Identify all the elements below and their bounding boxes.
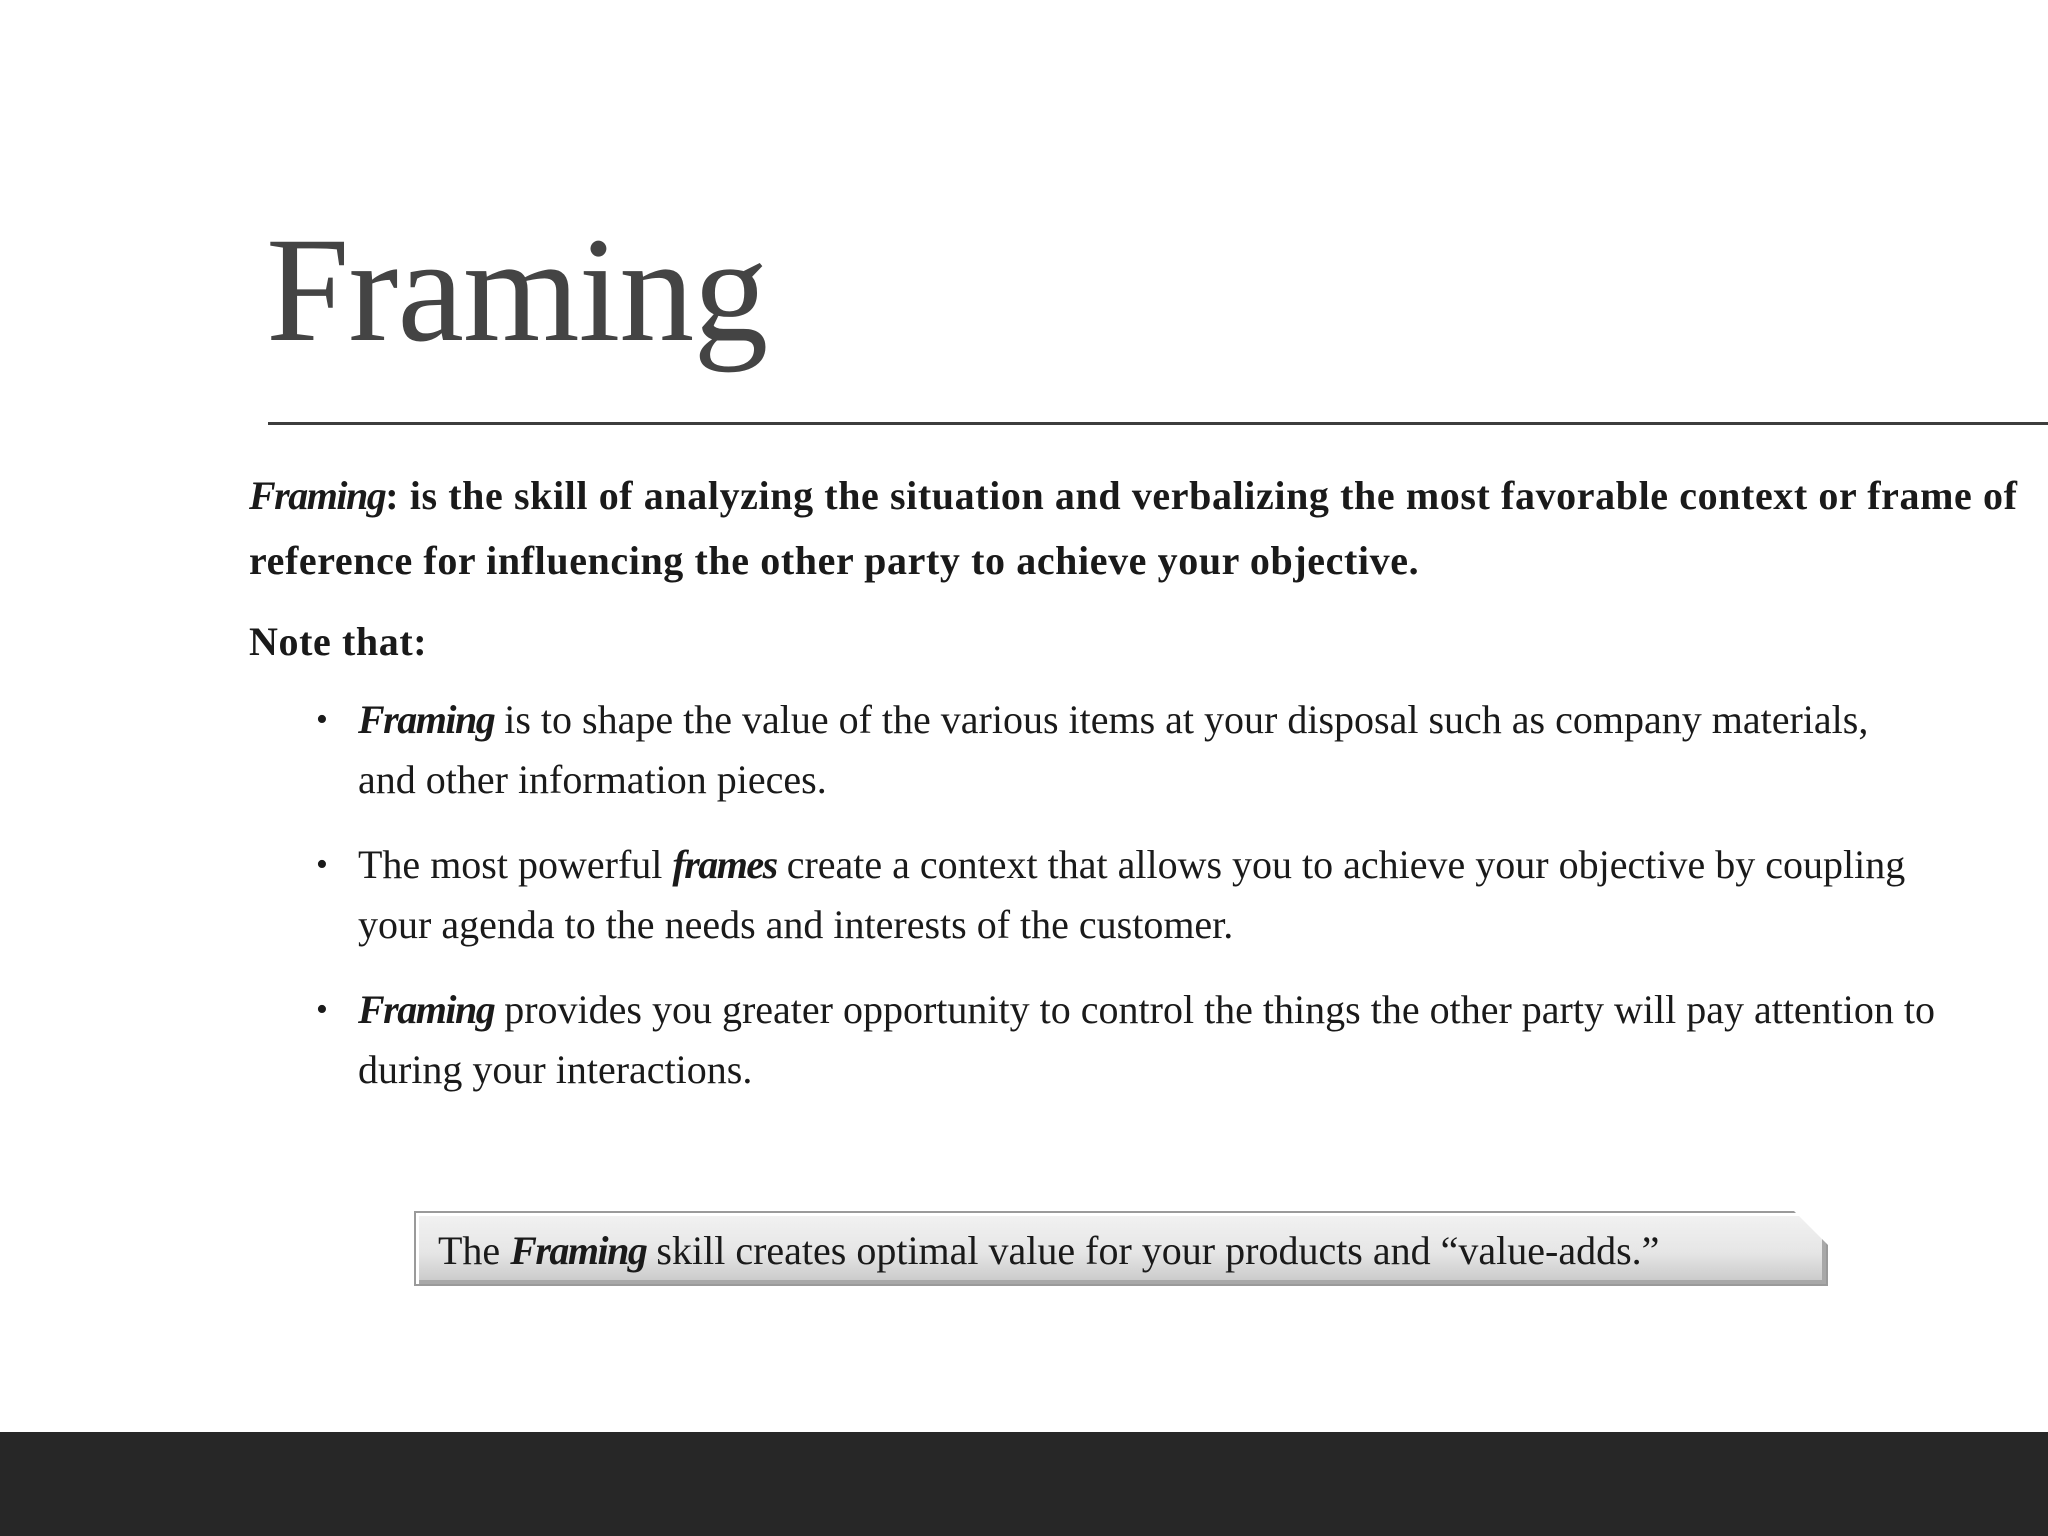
callout-text-post: skill creates optimal value for your products and “value-adds.” [646, 1228, 1660, 1273]
bullet-emphasis: Framing [358, 987, 495, 1032]
title-divider [268, 422, 2048, 425]
bullet-text-post: is to shape the value of the various items at your disposal such as company materials, and other information pieces. [358, 697, 1869, 802]
definition-paragraph [249, 463, 2029, 593]
bullet-item [316, 835, 1936, 955]
callout-text [438, 1213, 1659, 1288]
bullet-marker: • [316, 701, 328, 738]
bullet-text-pre: The most powerful [358, 842, 673, 887]
bullet-item [316, 980, 1936, 1100]
bullet-text-post: create a context that allows you to achieve your objective by coupling your agenda to the needs and interests of the customer. [358, 842, 1906, 947]
callout-text-pre: The [438, 1228, 511, 1273]
note-heading: Note that: [249, 619, 428, 664]
bullet-emphasis: frames [672, 842, 777, 887]
definition-text: : is the skill of analyzing the situation and verbalizing the most favorable context or frame of reference for influencing the other party to achieve your objective. [249, 473, 2018, 583]
bullet-marker: • [316, 846, 328, 883]
bullet-text-post: provides you greater opportunity to control the things the other party will pay attention to during your interactions. [358, 987, 1936, 1092]
callout-box [414, 1211, 1828, 1286]
footer-bar [0, 1432, 2048, 1536]
bullet-emphasis: Framing [358, 697, 495, 742]
slide-title: Framing [266, 207, 768, 373]
callout-emphasis: Framing [510, 1228, 647, 1273]
bullet-item [316, 690, 1936, 810]
callout-folded-corner [1794, 1211, 1828, 1245]
bullet-list [316, 690, 1936, 1125]
definition-term: Framing [249, 473, 386, 518]
bullet-marker: • [316, 991, 328, 1028]
